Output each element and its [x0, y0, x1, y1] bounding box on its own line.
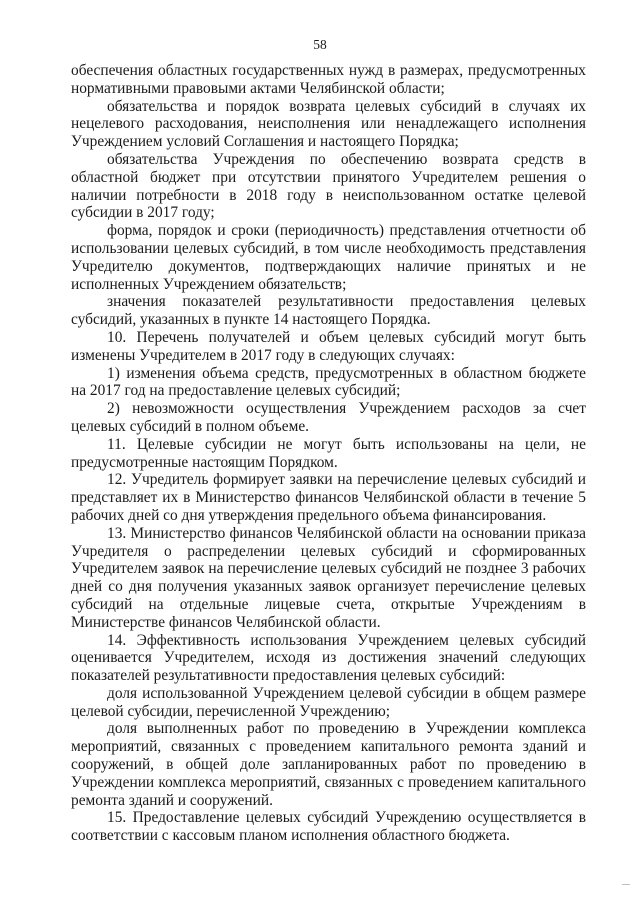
- paragraph-return-obligations: обязательства и порядок возврата целевых субсидий в случаях их нецелевого расходования, неисполнения или ненадлежащего исполнения Учреждением условий Соглашения и настоящего Порядка;: [71, 97, 586, 151]
- page-number: 58: [313, 37, 327, 52]
- paragraph-item-14-indicator-2: доля выполненных работ по проведению в Учреждении комплекса мероприятий, связанных с проведением капитального ремонта зданий и сооружений, в общей доле запланированных работ по проведению в Учреждении комплекса мероприятий, связанных с проведением капитального ремонта зданий и сооружений.: [71, 720, 586, 809]
- document-body: [71, 62, 586, 845]
- paragraph-budget-return: обязательства Учреждения по обеспечению возврата средств в областной бюджет при отсутствии принятого Учредителем решения о наличии потребности в 2018 году в неиспользованном остатке целевой субсидии в 2017 году;: [71, 150, 586, 222]
- paragraph-item-14-indicator-1: доля использованной Учреждением целевой субсидии в общем размере целевой субсидии, перечисленной Учреждению;: [71, 684, 586, 720]
- paragraph-procurement-continuation: обеспечения областных государственных нужд в размерах, предусмотренных нормативными правовыми актами Челябинской области;: [71, 62, 586, 97]
- paragraph-item-13: 13. Министерство финансов Челябинской области на основании приказа Учредителя о распределении целевых субсидий и сформированных Учредителем заявок на перечисление целевых субсидий не позднее 3 рабочих дней со дня получения указанных заявок организует перечисление целевых субсидий на отдельные лицевые счета, открытые Учреждениям в Министерстве финансов Челябинской области.: [71, 524, 586, 631]
- scan-edge-mark: [622, 884, 630, 885]
- paragraph-item-15: 15. Предоставление целевых субсидий Учреждению осуществляется в соответствии с кассовым планом исполнения областного бюджета.: [71, 809, 586, 845]
- paragraph-reporting-form: форма, порядок и сроки (периодичность) представления отчетности об использовании целевых субсидий, в том числе необходимость представления Учредителю документов, подтверждающих наличие принятых и не исполненных Учреждением обязательств;: [71, 222, 586, 293]
- paragraph-item-11: 11. Целевые субсидии не могут быть использованы на цели, не предусмотренные настоящим Порядком.: [71, 435, 586, 471]
- paragraph-item-10-case-2: 2) невозможности осуществления Учреждением расходов за счет целевых субсидий в полном объеме.: [71, 400, 586, 435]
- paragraph-performance-indicators: значения показателей результативности предоставления целевых субсидий, указанных в пункте 14 настоящего Порядка.: [71, 293, 586, 329]
- paragraph-item-10-case-1: 1) изменения объема средств, предусмотренных в областном бюджете на 2017 год на предоставление целевых субсидий;: [71, 364, 586, 400]
- paragraph-item-10: 10. Перечень получателей и объем целевых субсидий могут быть изменены Учредителем в 2017 году в следующих случаях:: [71, 328, 586, 364]
- paragraph-item-12: 12. Учредитель формирует заявки на перечисление целевых субсидий и представляет их в Министерство финансов Челябинской области в течение 5 рабочих дней со дня утверждения предельного объема финансирования.: [71, 471, 586, 524]
- paragraph-item-14: 14. Эффективность использования Учреждением целевых субсидий оценивается Учредителем, исходя из достижения значений следующих показателей результативности предоставления целевых субсидий:: [71, 631, 586, 685]
